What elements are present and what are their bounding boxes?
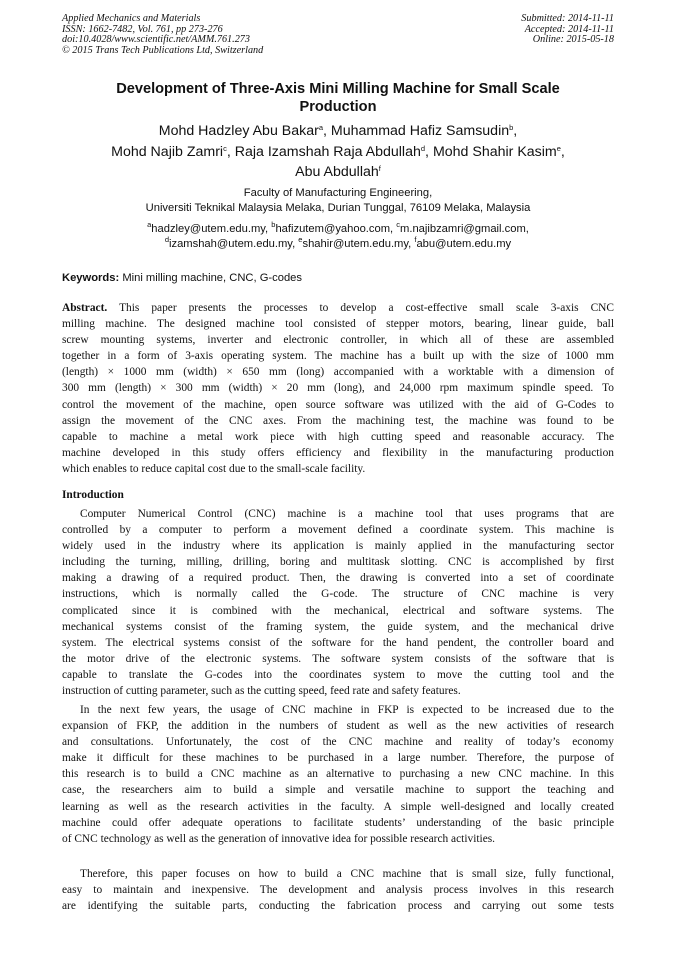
text-line: are identifying the suitable parts, conducting the fabrication process and carrying out some tests [62, 900, 614, 913]
abstract-line: control the movement of the machine, open source software was utilized with the aid of G-Codes to [62, 398, 614, 411]
paragraph [62, 702, 614, 847]
author-marker: b [509, 123, 514, 132]
author-marker: e [556, 143, 561, 153]
author-marker: f [378, 164, 381, 173]
copyright-line: © 2015 Trans Tech Publications Ltd, Switzerland [62, 44, 264, 56]
text-line: system. The electrical systems consist of the software for the hand pendent, the controller board and [62, 636, 614, 649]
email-marker: c [396, 220, 401, 229]
text-line: make it difficult for these machines to be purchased in a large number. Therefore, the purpose of [62, 752, 614, 765]
email-address[interactable]: izamshah@utem.edu.my, [169, 238, 296, 250]
author-name: Mohd Najib Zamri [111, 143, 224, 160]
email-marker: a [147, 220, 152, 229]
text-line: making a drawing of a required product. Then, the drawing is converted into a set of coordinate [62, 572, 614, 585]
author-marker: c [223, 143, 227, 153]
abstract-line: assign the movement of the CNC axes. From the machining test, the machine was found to be [62, 414, 614, 427]
text-line: and consultations. Unfortunately, the cost of the CNC machine and reality of today’s economy [62, 736, 614, 749]
keywords [62, 272, 614, 284]
abstract-line: milling machine. The designed machine tool consisted of stepper motors, bearing, linear guide, ball [62, 318, 614, 331]
text-line: the motor drive of the electronic systems. The software system consists of the software that is [62, 652, 614, 665]
text-line: controlled by a computer to perform a movement defined a coordinate system. This machine is [62, 524, 614, 537]
author-name: Raja Izamshah Raja Abdullah [234, 143, 421, 160]
issn-line: ISSN: 1662-7482, Vol. 761, pp 273-276 [62, 23, 223, 35]
paragraph [62, 866, 614, 914]
affiliation [62, 186, 614, 216]
online-date: Online: 2015-05-18 [532, 34, 614, 46]
abstract-line: 300 mm (length) × 300 mm (width) × 20 mm (long), and 24,000 rpm maximum spindle speed. To [62, 382, 614, 395]
text-line: instructions, which is normally called the G-code. The structure of CNC machine is very [62, 588, 614, 601]
email-address[interactable]: hafizutem@yahoo.com, [275, 223, 394, 235]
journal-info [62, 14, 263, 56]
author-emails [62, 222, 614, 252]
author-list: Mohd Hadzley Abu Bakar$^a$, Muhammad Hafiz Samsudin$^b$, Mohd Najib Zamri$^c$, Raja Izamshah Raja Abdullah$^d$, Mohd Shahir Kasim$^e$, Abu Abdullah$^f$ [111, 123, 565, 180]
journal-name: Applied Mechanics and Materials [62, 13, 201, 24]
text-line: instruction of cutting parameter, such as the cutting speed, feed rate and safety features. [62, 685, 461, 698]
author-marker: d [420, 143, 426, 153]
email-marker: f [414, 235, 417, 244]
author-name: Muhammad Hafiz Samsudin [330, 123, 510, 139]
keywords-label: Keywords: [62, 272, 120, 284]
submitted-date: Submitted: 2014-11-11 [521, 13, 614, 24]
text-line: expansion of FKP, the addition in the numbers of student as well as the new activities of research [62, 720, 614, 733]
text-line: machine could offer adequate operations to facilitate students’ understanding of the basic principle [62, 816, 614, 829]
doi-line: doi:10.4028/www.scientific.net/AMM.761.273 [62, 34, 250, 46]
author-marker: a [318, 123, 324, 132]
text-line: of CNC technology as well as the generation of innovative idea for possible research activities. [62, 832, 496, 845]
text-line: In the next few years, the usage of CNC machine in FKP is expected to be increased due to the [80, 704, 614, 716]
abstract [62, 300, 614, 477]
author-name: Mohd Hadzley Abu Bakar [158, 123, 319, 139]
affiliation-line: Faculty of Manufacturing Engineering, [243, 187, 433, 199]
email-address[interactable]: abu@utem.edu.my [416, 238, 512, 250]
paragraph [62, 506, 614, 699]
text-line: learning as well as the research activities in the faculty. A simple well-designed and locally created [62, 800, 614, 813]
title-line: Production [299, 99, 377, 115]
section-heading: Introduction [62, 489, 124, 501]
author-name: Abu Abdullah [295, 164, 379, 180]
submission-dates [521, 14, 614, 46]
email-address[interactable]: shahir@utem.edu.my, [302, 238, 412, 250]
text-line: case, the researchers aim to build a simple and versatile machine to support the teaching and [62, 784, 614, 797]
text-line: Therefore, this paper focuses on how to build a CNC machine that is small size, fully functional, [80, 868, 614, 880]
accepted-date: Accepted: 2014-11-11 [524, 23, 614, 35]
author-name: Mohd Shahir Kasim [432, 143, 557, 160]
paper-title [62, 80, 614, 116]
abstract-line: This paper presents the processes to develop a cost-effective small scale 3-axis CNC [119, 302, 614, 314]
affiliation-line: Universiti Teknikal Malaysia Melaka, Durian Tunggal, 76109 Melaka, Malaysia [145, 202, 531, 214]
abstract-line: which enables to reduce capital cost due to the small-scale facility. [62, 462, 366, 475]
text-line: mechanical systems consist of the framing system, the guide system, and the mechanical drive [62, 620, 614, 633]
abstract-line: (length) × 1000 mm (width) × 650 mm (long) accompanied with a worktable with a dimension of [62, 366, 614, 379]
abstract-label: Abstract. [62, 302, 108, 314]
abstract-line: capable to machine a metal work piece with high cutting speed and reasonable accuracy. The [62, 430, 614, 443]
email-marker: e [298, 235, 303, 244]
text-line: this research is to build a CNC machine as an alternative to purchasing a new CNC machine. In this [62, 768, 614, 781]
email-address[interactable]: hadzley@utem.edu.my, [151, 223, 269, 235]
email-marker: d [164, 235, 169, 244]
text-line: easy to maintain and inexpensive. The development and analysis process involves in this research [62, 884, 614, 897]
text-line: capable to translate the G-codes into the coordinates system to move the cutting tool and the [62, 668, 614, 681]
abstract-line: together in a form of 3-axis operating system. The machine has a built up with the size of 1000 mm [62, 350, 614, 363]
abstract-line: screw mounting systems, inverter and electronic controller, in which all of these are assembled [62, 334, 614, 347]
email-marker: b [271, 220, 276, 229]
text-line: Computer Numerical Control (CNC) machine is a machine tool that uses programs that are [80, 508, 614, 520]
keywords-text: Mini milling machine, CNC, G-codes [122, 272, 302, 284]
abstract-line: machine developed in this study offers efficiency and flexibility in the manufacturing production [62, 446, 614, 459]
text-line: including the turning, milling, drilling, boring and multitask slotting. CNC is accomplished by first [62, 556, 614, 569]
email-address[interactable]: m.najibzamri@gmail.com, [400, 223, 529, 235]
text-line: complicated since it is combined with the mechanical, electrical and software systems. The [62, 604, 614, 617]
text-line: widely used in the industry where its application is mainly applied in the manufacturing sector [62, 540, 614, 553]
title-line: Development of Three-Axis Mini Milling Machine for Small Scale [116, 81, 560, 97]
